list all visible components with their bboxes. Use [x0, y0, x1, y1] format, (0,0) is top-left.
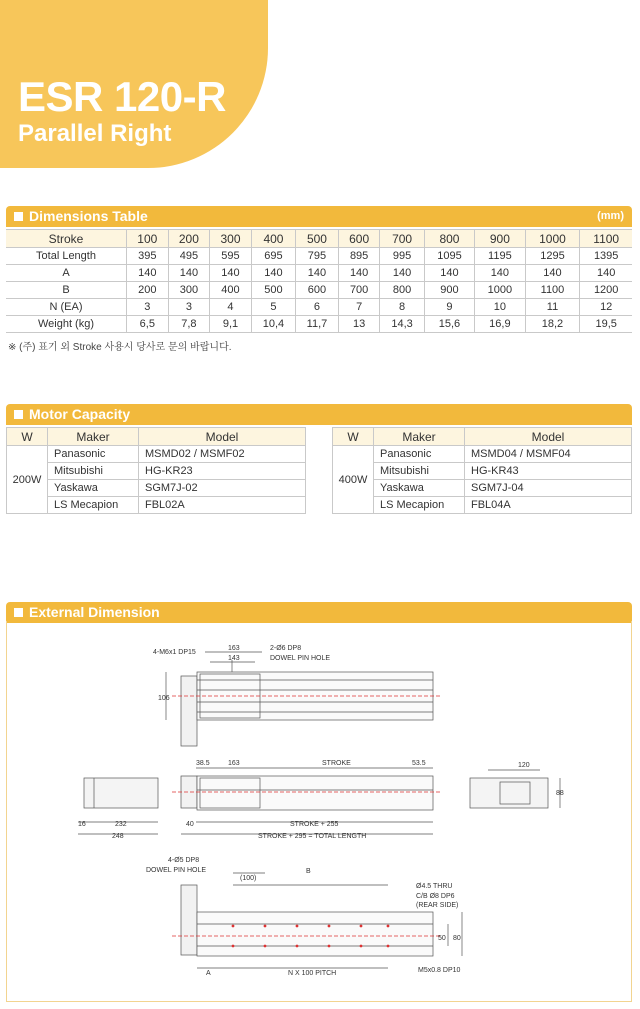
stroke-cell: 1000	[525, 230, 580, 248]
model-cell: FBL02A	[139, 497, 306, 514]
header-cell: Model	[465, 428, 632, 446]
table-cell: 140	[525, 265, 580, 282]
table-cell: 140	[580, 265, 632, 282]
table-cell: 9	[424, 299, 474, 316]
stroke-cell: 700	[380, 230, 424, 248]
watt-cell: 200W	[7, 446, 48, 514]
table-cell: 140	[127, 265, 169, 282]
header-cell: W	[7, 428, 48, 446]
table-cell: 700	[338, 282, 380, 299]
label-m5: M5x0.8 DP10	[418, 967, 461, 974]
stroke-note: ※ (주) 표기 외 Stroke 사용시 당사로 문의 바랍니다.	[8, 342, 232, 353]
maker-cell: LS Mecapion	[374, 497, 465, 514]
table-cell: 9,1	[210, 316, 252, 333]
table-cell: 140	[296, 265, 339, 282]
label-163-b: 163	[228, 760, 240, 767]
model-cell: SGM7J-02	[139, 480, 306, 497]
maker-cell: Yaskawa	[48, 480, 139, 497]
section-title: Motor Capacity	[29, 406, 131, 422]
maker-cell: Mitsubishi	[374, 463, 465, 480]
table-cell: 140	[424, 265, 474, 282]
table-cell: 16,9	[475, 316, 525, 333]
label-dowel-top-2: DOWEL PIN HOLE	[270, 655, 331, 662]
header-cell: Maker	[374, 428, 465, 446]
stroke-cell: 200	[168, 230, 210, 248]
table-cell: 895	[338, 248, 380, 265]
stroke-cell: 900	[475, 230, 525, 248]
label-pitch: N X 100 PITCH	[288, 970, 337, 977]
header-cell: W	[333, 428, 374, 446]
label-100: (100)	[240, 875, 257, 882]
table-cell: 500	[251, 282, 295, 299]
row-label: B	[6, 282, 127, 299]
table-cell: 7,8	[168, 316, 210, 333]
table-cell: 5	[251, 299, 295, 316]
product-subtitle: Parallel Right	[18, 120, 172, 147]
stroke-cell: 400	[251, 230, 295, 248]
maker-cell: Yaskawa	[374, 480, 465, 497]
maker-cell: Panasonic	[48, 446, 139, 463]
row-label: A	[6, 265, 127, 282]
label-m6: 4-M6x1 DP15	[153, 649, 196, 656]
table-cell: 3	[127, 299, 169, 316]
table-cell: 1200	[580, 282, 632, 299]
table-cell: 6	[296, 299, 339, 316]
label-120: 120	[518, 762, 530, 769]
label-thru: Ø4.5 THRU	[416, 883, 453, 890]
table-cell: 400	[210, 282, 252, 299]
product-title: ESR 120-R	[18, 73, 226, 120]
label-a: A	[206, 970, 211, 977]
maker-cell: LS Mecapion	[48, 497, 139, 514]
table-cell: 1100	[525, 282, 580, 299]
label-143: 143	[228, 655, 240, 662]
table-cell: 4	[210, 299, 252, 316]
label-stroke-295: STROKE + 295 = TOTAL LENGTH	[258, 833, 367, 840]
stroke-cell: 800	[424, 230, 474, 248]
label-80: 80	[453, 935, 461, 942]
table-cell: 15,6	[424, 316, 474, 333]
table-cell: 10,4	[251, 316, 295, 333]
model-cell: MSMD02 / MSMF02	[139, 446, 306, 463]
table-cell: 7	[338, 299, 380, 316]
table-cell: 10	[475, 299, 525, 316]
table-cell: 395	[127, 248, 169, 265]
table-cell: 800	[380, 282, 424, 299]
table-cell: 200	[127, 282, 169, 299]
watt-cell: 400W	[333, 446, 374, 514]
maker-cell: Panasonic	[374, 446, 465, 463]
model-cell: HG-KR43	[465, 463, 632, 480]
row-label: N (EA)	[6, 299, 127, 316]
section-title: External Dimension	[29, 604, 160, 620]
table-cell: 11,7	[296, 316, 339, 333]
table-cell: 995	[380, 248, 424, 265]
model-cell: HG-KR23	[139, 463, 306, 480]
table-cell: 140	[168, 265, 210, 282]
table-cell: 19,5	[580, 316, 632, 333]
table-cell: 14,3	[380, 316, 424, 333]
table-cell: 1295	[525, 248, 580, 265]
label-53-5: 53.5	[412, 760, 426, 767]
row-label: Weight (kg)	[6, 316, 127, 333]
model-cell: SGM7J-04	[465, 480, 632, 497]
label-16: 16	[78, 821, 86, 828]
header-cell: Stroke	[6, 230, 127, 248]
label-50: 50	[438, 935, 446, 942]
table-cell: 1195	[475, 248, 525, 265]
table-cell: 695	[251, 248, 295, 265]
table-cell: 140	[210, 265, 252, 282]
table-cell: 1000	[475, 282, 525, 299]
model-cell: MSMD04 / MSMF04	[465, 446, 632, 463]
header-cell: Model	[139, 428, 306, 446]
table-cell: 300	[168, 282, 210, 299]
model-cell: FBL04A	[465, 497, 632, 514]
table-cell: 140	[475, 265, 525, 282]
table-cell: 18,2	[525, 316, 580, 333]
label-dowel-top: 2-Ø6 DP8	[270, 645, 302, 652]
table-cell: 600	[296, 282, 339, 299]
table-cell: 8	[380, 299, 424, 316]
header-cell: Maker	[48, 428, 139, 446]
table-cell: 495	[168, 248, 210, 265]
table-cell: 140	[380, 265, 424, 282]
label-163: 163	[228, 645, 240, 652]
stroke-cell: 600	[338, 230, 380, 248]
label-40: 40	[186, 821, 194, 828]
label-stroke-255: STROKE + 255	[290, 821, 339, 828]
unit-label: (mm)	[597, 210, 624, 222]
table-cell: 795	[296, 248, 339, 265]
table-cell: 595	[210, 248, 252, 265]
table-cell: 13	[338, 316, 380, 333]
label-dowel-bot: 4-Ø5 DP8	[168, 857, 200, 864]
label-rear: (REAR SIDE)	[416, 902, 459, 909]
table-cell: 140	[338, 265, 380, 282]
label-cb: C/B Ø8 DP6	[416, 893, 455, 900]
label-106: 106	[158, 695, 170, 702]
label-dowel-bot-2: DOWEL PIN HOLE	[146, 867, 207, 874]
stroke-cell: 1100	[580, 230, 632, 248]
label-88: 88	[556, 790, 564, 797]
maker-cell: Mitsubishi	[48, 463, 139, 480]
stroke-cell: 100	[127, 230, 169, 248]
stroke-cell: 500	[296, 230, 339, 248]
table-cell: 3	[168, 299, 210, 316]
row-label: Total Length	[6, 248, 127, 265]
label-248: 248	[112, 833, 124, 840]
table-cell: 900	[424, 282, 474, 299]
label-stroke: STROKE	[322, 760, 351, 767]
table-cell: 140	[251, 265, 295, 282]
table-cell: 1395	[580, 248, 632, 265]
table-cell: 1095	[424, 248, 474, 265]
label-b: B	[306, 868, 311, 875]
table-cell: 11	[525, 299, 580, 316]
section-title: Dimensions Table	[29, 208, 148, 224]
stroke-cell: 300	[210, 230, 252, 248]
label-38-5: 38.5	[196, 760, 210, 767]
table-cell: 6,5	[127, 316, 169, 333]
label-232: 232	[115, 821, 127, 828]
table-cell: 12	[580, 299, 632, 316]
